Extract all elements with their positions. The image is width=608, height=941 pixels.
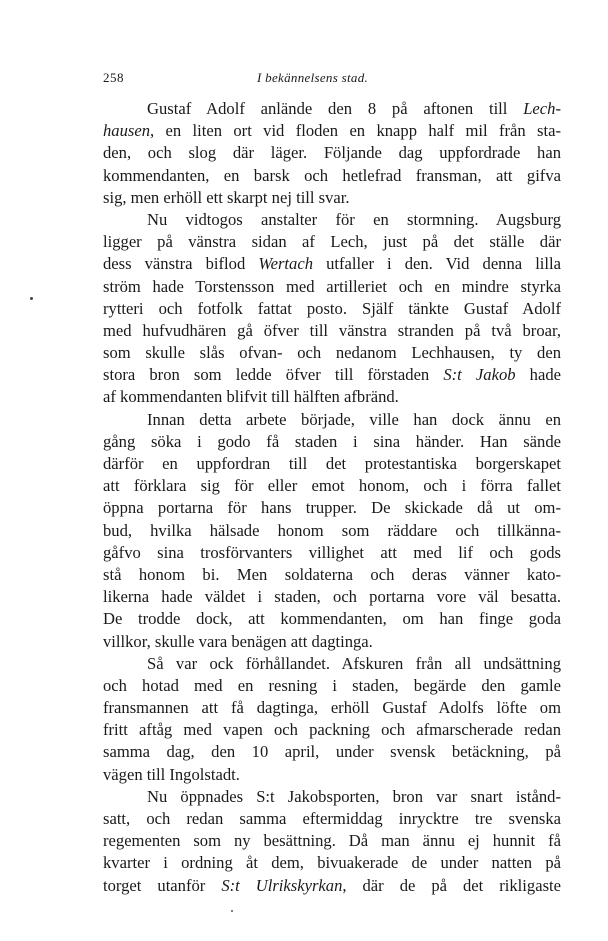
text-line: stora bron som ledde öfver till förstaden S:t Jakob hade xyxy=(103,365,561,385)
text-line: gång söka i godo få staden i sina händer. Han sände xyxy=(103,431,561,451)
text-line: fransmannen att få dagtinga, erhöll Gustaf Adolfs löfte om xyxy=(103,698,561,718)
text-line: hausen, en liten ort vid floden en knapp half mil från sta- xyxy=(103,121,561,141)
page-speck xyxy=(231,910,233,912)
text-line: kvarter i ordning åt dem, bivuakerade de under natten på xyxy=(103,853,561,873)
text-line: rytteri och fotfolk fattat posto. Själf tänkte Gustaf Adolf xyxy=(103,298,561,318)
body-text xyxy=(103,98,561,897)
text-line: Så var ock förhållandet. Afskuren från all undsättning xyxy=(147,653,561,673)
text-line: att förklara sig för eller emot honom, och i förra fallet xyxy=(103,476,561,496)
text-line: och hotad med en resning i staden, begärde den gamle xyxy=(103,675,561,695)
text-line: De trodde dock, att kommendanten, om han finge goda xyxy=(103,609,561,629)
text-line: med hufvudhären gå öfver till vänstra stranden på två broar, xyxy=(103,320,561,340)
margin-speck xyxy=(30,297,33,300)
text-line: samma dag, den 10 april, under svensk betäckning, på xyxy=(103,742,561,762)
text-line: satt, och redan samma eftermiddag inrycktre tre svenska xyxy=(103,809,561,828)
text-line: regementen som ny besättning. Då man ännu ej hunnit få xyxy=(103,831,561,851)
text-line: gåfvo sina trosförvanters villighet att med lif och gods xyxy=(103,542,561,562)
text-line: likerna hade väldet i staden, och portarna vore väl besatta. xyxy=(103,587,561,607)
text-line: af kommendanten blifvit till hälften afbränd. xyxy=(103,387,399,407)
text-line: stå honom bi. Men soldaterna och deras vänner kato- xyxy=(103,564,561,584)
text-line: den, och slog där läger. Följande dag uppfordrade han xyxy=(103,143,561,163)
text-line: öppna portarna för hans trupper. De skickade då ut om- xyxy=(103,498,561,518)
page-header xyxy=(103,70,561,88)
text-line: därför en uppfordran till det protestantiska borgerskapet xyxy=(103,454,561,473)
text-line: sig, men erhöll ett skarpt nej till svar. xyxy=(103,187,350,207)
text-line: Gustaf Adolf anlände den 8 på aftonen till Lech- xyxy=(147,99,561,118)
running-title: I bekännelsens stad. xyxy=(257,70,369,85)
text-line: Nu vidtogos anstalter för en stormning. Augsburg xyxy=(147,209,561,229)
text-line: Nu öppnades S:t Jakobsporten, bron var snart istånd- xyxy=(147,786,561,806)
text-line: dess vänstra biflod Wertach utfaller i den. Vid denna lilla xyxy=(103,254,562,274)
text-line: vägen till Ingolstadt. xyxy=(103,764,240,784)
text-line: villkor, skulle vara benägen att dagtinga. xyxy=(103,631,373,651)
text-line: torget utanför S:t Ulrikskyrkan, där de på det rikligaste xyxy=(103,875,561,895)
page-number: 258 xyxy=(103,70,124,85)
text-line: som skulle slås ofvan- och nedanom Lechhausen, ty den xyxy=(103,343,561,363)
text-line: kommendanten, en barsk och hetlefrad fransman, att gifva xyxy=(103,165,561,185)
text-line: bud, hvilka hälsade honom som räddare och tillkänna- xyxy=(103,520,561,540)
text-line: ström hade Torstensson med artilleriet och en mindre styrka xyxy=(103,276,561,296)
text-line: ligger på vänstra sidan af Lech, just på det ställe där xyxy=(103,232,561,252)
text-line: Innan detta arbete började, ville han dock ännu en xyxy=(147,409,561,429)
text-line: fritt aftåg med vapen och packning och afmarscherade redan xyxy=(103,720,561,740)
